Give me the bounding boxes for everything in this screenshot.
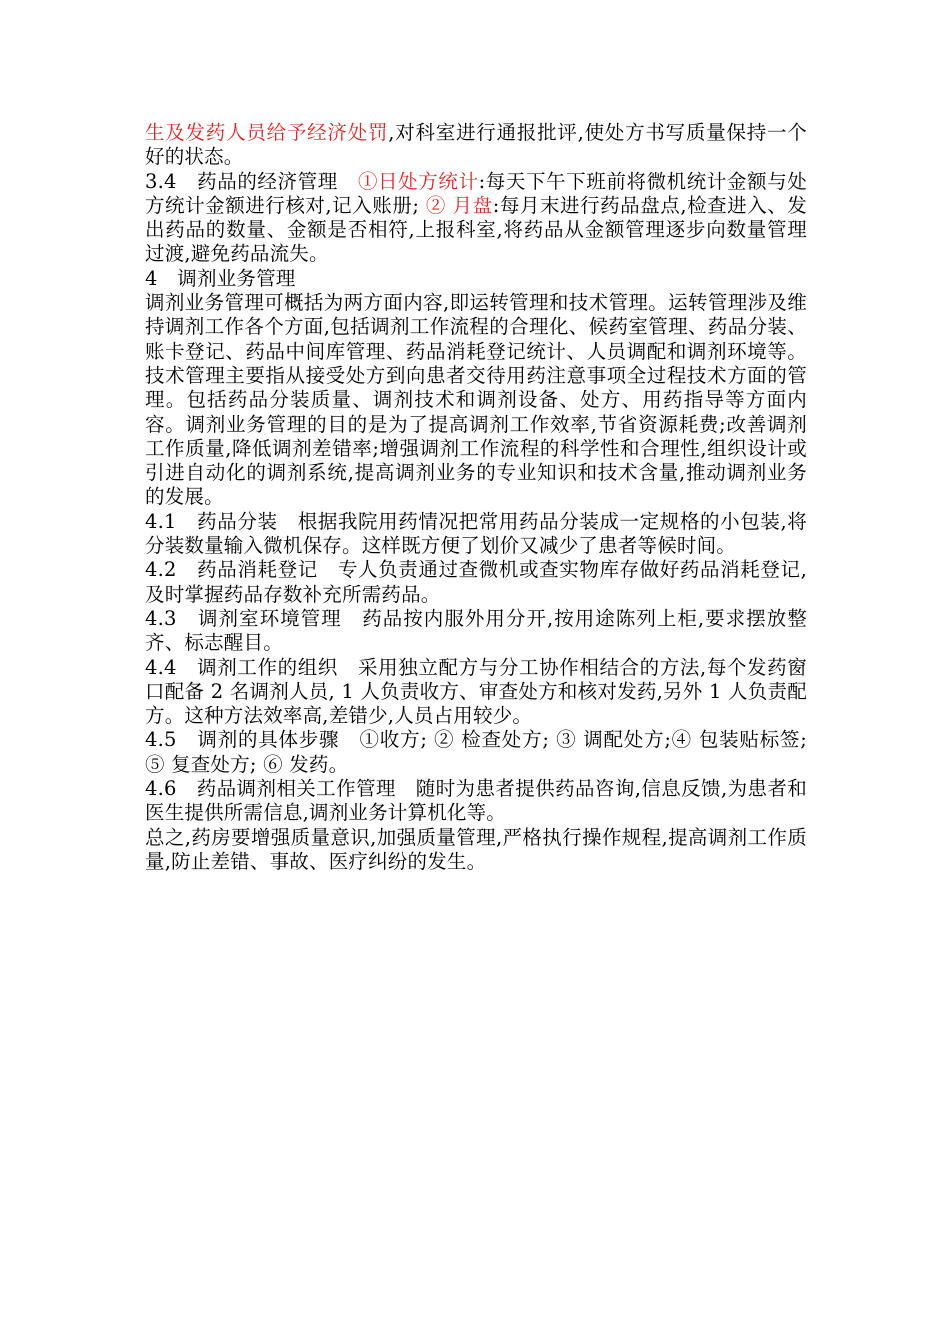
- paragraph-4-4: 4.4 调剂工作的组织 采用独立配方与分工协作相结合的方法,每个发药窗口配备 2 名调剂人员, 1 人负责收方、审查处方和核对发药,另外 1 人负责配方。这种方法效率高,差错少,人员占用较少。: [145, 655, 807, 728]
- paragraph-4-3: 4.3 调剂室环境管理 药品按内服外用分开,按用途陈列上柜,要求摆放整齐、标志醒目。: [145, 606, 807, 655]
- document-body: [145, 121, 807, 874]
- paragraph-conclusion: 总之,药房要增强质量意识,加强质量管理,严格执行操作规程,提高调剂工作质量,防止差错、事故、医疗纠纷的发生。: [145, 825, 807, 873]
- paragraph-4-1: 4.1 药品分装 根据我院用药情况把常用药品分装成一定规格的小包装,将分装数量输入微机保存。这样既方便了划价又减少了患者等候时间。: [145, 509, 807, 558]
- paragraph-continuation: [145, 121, 807, 170]
- paragraph-text: :每月末进行药品盘点,检查进入、发出药品的数量、金额是否相符,上报科室,将药品从金额管理逐步向数量管理过渡,避免药品流失。: [145, 193, 808, 266]
- paragraph-4-2: 4.2 药品消耗登记 专人负责通过查微机或查实物库存做好药品消耗登记,及时掌握药品存数补充所需药品。: [145, 558, 807, 606]
- paragraph-dispensing-overview: 调剂业务管理可概括为两方面内容,即运转管理和技术管理。运转管理涉及维持调剂工作各个方面,包括调剂工作流程的合理化、候药室管理、药品分装、账卡登记、药品中间库管理、药品消耗登记统计、人员调配和调剂环境等。技术管理主要指从接受处方到向患者交待用药注意事项全过程技术方面的管理。包括药品分装质量、调剂技术和调剂设备、处方、用药指导等方面内容。调剂业务管理的目的是为了提高调剂工作效率,节省资源耗费;改善调剂工作质量,降低调剂差错率;增强调剂工作流程的科学性和合理性,组织设计或引进自动化的调剂系统,提高调剂业务的专业知识和技术含量,推动调剂业务的发展。: [145, 291, 807, 509]
- section-heading-inline: 3.4 药品的经济管理: [145, 169, 358, 193]
- paragraph-text: ,对科室进行通报批评,使处方书写质量保持一个好的状态。: [145, 121, 807, 169]
- highlighted-text: ② 月盘: [425, 193, 493, 217]
- paragraph-4-5: 4.5 调剂的具体步骤 ①收方; ② 检查处方; ③ 调配处方;④ 包装贴标签; ⑤ 复查处方; ⑥ 发药。: [145, 728, 807, 776]
- highlighted-text: 生及发药人员给予经济处罚: [145, 121, 389, 144]
- section-heading-4: 4 调剂业务管理: [145, 266, 296, 290]
- paragraph-4-6: 4.6 药品调剂相关工作管理 随时为患者提供药品咨询,信息反馈,为患者和医生提供所需信息,调剂业务计算机化等。: [145, 777, 807, 825]
- highlighted-text: ①日处方统计: [357, 169, 479, 193]
- paragraph-text: :每天下午下班前将微机统计金额与处方统计金额进行核对,记入账册;: [145, 169, 807, 217]
- paragraph-3-4: [145, 170, 807, 267]
